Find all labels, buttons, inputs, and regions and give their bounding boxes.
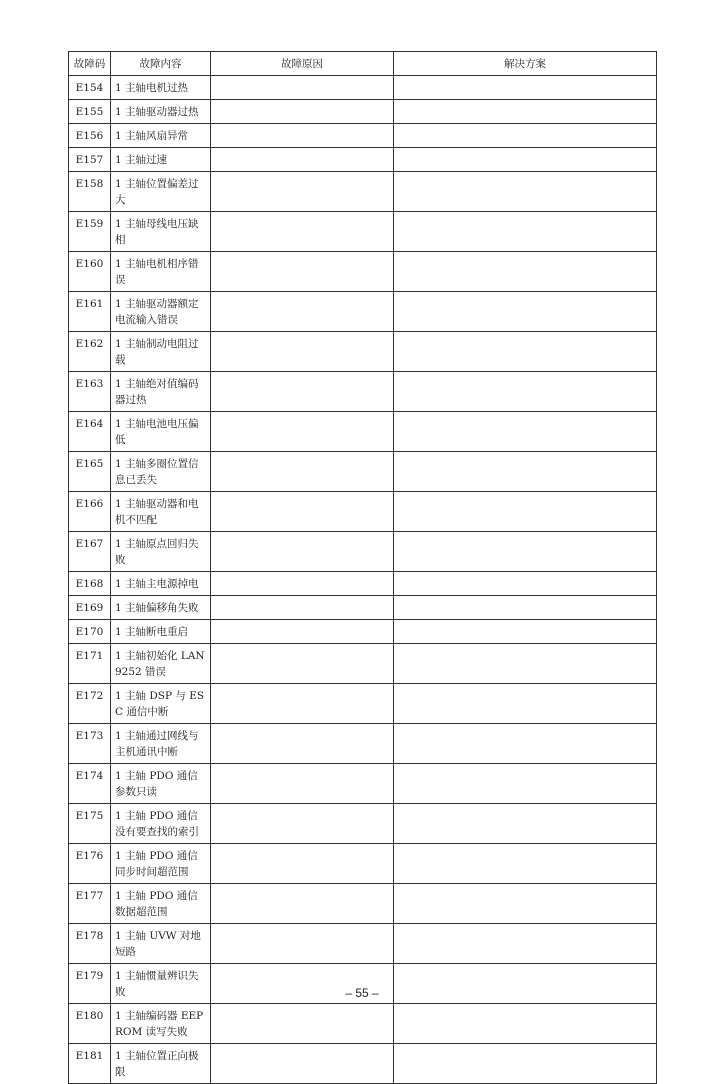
cell-solution <box>394 764 657 804</box>
cell-fault-cause <box>211 884 394 924</box>
table-row <box>69 620 657 644</box>
cell-fault-cause <box>211 148 394 172</box>
cell-fault-content: 1 主轴 PDO 通信同步时间超范围 <box>111 844 211 884</box>
fault-code-table-container <box>68 51 656 1084</box>
header-fault-content: 故障内容 <box>111 52 211 76</box>
cell-fault-content: 1 主轴主电源掉电 <box>111 572 211 596</box>
cell-solution <box>394 76 657 100</box>
cell-fault-cause <box>211 452 394 492</box>
cell-solution <box>394 596 657 620</box>
cell-fault-code: E154 <box>69 76 111 100</box>
table-row <box>69 684 657 724</box>
cell-fault-code: E180 <box>69 1004 111 1044</box>
table-row <box>69 1044 657 1084</box>
header-fault-code: 故障码 <box>69 52 111 76</box>
cell-fault-content: 1 主轴驱动器和电机不匹配 <box>111 492 211 532</box>
cell-fault-cause <box>211 724 394 764</box>
cell-fault-cause <box>211 620 394 644</box>
cell-fault-content: 1 主轴绝对值编码器过热 <box>111 372 211 412</box>
cell-fault-content: 1 主轴驱动器过热 <box>111 100 211 124</box>
cell-fault-code: E178 <box>69 924 111 964</box>
cell-fault-code: E158 <box>69 172 111 212</box>
cell-fault-code: E170 <box>69 620 111 644</box>
cell-fault-content: 1 主轴通过网线与主机通讯中断 <box>111 724 211 764</box>
cell-solution <box>394 620 657 644</box>
table-row <box>69 764 657 804</box>
table-row <box>69 412 657 452</box>
cell-solution <box>394 452 657 492</box>
cell-fault-code: E155 <box>69 100 111 124</box>
cell-solution <box>394 924 657 964</box>
cell-solution <box>394 172 657 212</box>
header-fault-cause: 故障原因 <box>211 52 394 76</box>
cell-fault-cause <box>211 172 394 212</box>
cell-fault-content: 1 主轴编码器 EEPROM 读写失败 <box>111 1004 211 1044</box>
page-number: – 55 – <box>345 986 379 1000</box>
cell-solution <box>394 572 657 596</box>
cell-fault-code: E177 <box>69 884 111 924</box>
table-row <box>69 252 657 292</box>
cell-fault-code: E163 <box>69 372 111 412</box>
cell-fault-code: E159 <box>69 212 111 252</box>
cell-fault-cause <box>211 76 394 100</box>
table-row <box>69 724 657 764</box>
cell-solution <box>394 684 657 724</box>
cell-solution <box>394 492 657 532</box>
cell-fault-content: 1 主轴 PDO 通信数据超范围 <box>111 884 211 924</box>
table-row <box>69 124 657 148</box>
cell-fault-cause <box>211 372 394 412</box>
cell-fault-content: 1 主轴初始化 LAN9252 错误 <box>111 644 211 684</box>
header-solution: 解决方案 <box>394 52 657 76</box>
cell-fault-content: 1 主轴电机过热 <box>111 76 211 100</box>
cell-fault-cause <box>211 252 394 292</box>
cell-fault-cause <box>211 844 394 884</box>
cell-fault-code: E175 <box>69 804 111 844</box>
table-row <box>69 844 657 884</box>
table-row <box>69 804 657 844</box>
cell-fault-content: 1 主轴电池电压偏低 <box>111 412 211 452</box>
cell-fault-cause <box>211 572 394 596</box>
cell-fault-cause <box>211 532 394 572</box>
cell-fault-code: E166 <box>69 492 111 532</box>
cell-fault-cause <box>211 804 394 844</box>
cell-solution <box>394 532 657 572</box>
cell-fault-code: E156 <box>69 124 111 148</box>
cell-fault-code: E162 <box>69 332 111 372</box>
cell-fault-code: E168 <box>69 572 111 596</box>
cell-solution <box>394 884 657 924</box>
cell-solution <box>394 252 657 292</box>
cell-solution <box>394 292 657 332</box>
cell-fault-content: 1 主轴 PDO 通信没有要查找的索引 <box>111 804 211 844</box>
cell-fault-cause <box>211 332 394 372</box>
cell-fault-content: 1 主轴位置正向极限 <box>111 1044 211 1084</box>
cell-fault-cause <box>211 124 394 148</box>
cell-fault-code: E174 <box>69 764 111 804</box>
cell-fault-content: 1 主轴风扇异常 <box>111 124 211 148</box>
table-row <box>69 148 657 172</box>
cell-fault-content: 1 主轴驱动器额定电流输入错误 <box>111 292 211 332</box>
cell-fault-content: 1 主轴制动电阻过载 <box>111 332 211 372</box>
cell-fault-cause <box>211 212 394 252</box>
cell-fault-cause <box>211 924 394 964</box>
cell-solution <box>394 372 657 412</box>
cell-fault-code: E172 <box>69 684 111 724</box>
table-row <box>69 884 657 924</box>
cell-fault-content: 1 主轴 DSP 与 ESC 通信中断 <box>111 684 211 724</box>
table-body <box>69 76 657 1084</box>
table-row <box>69 596 657 620</box>
cell-fault-content: 1 主轴惯量辨识失败 <box>111 964 211 1004</box>
cell-fault-cause <box>211 644 394 684</box>
table-row <box>69 572 657 596</box>
cell-fault-content: 1 主轴过速 <box>111 148 211 172</box>
cell-fault-content: 1 主轴母线电压缺相 <box>111 212 211 252</box>
cell-solution <box>394 212 657 252</box>
cell-fault-code: E173 <box>69 724 111 764</box>
cell-solution <box>394 804 657 844</box>
cell-solution <box>394 124 657 148</box>
cell-fault-content: 1 主轴位置偏差过大 <box>111 172 211 212</box>
cell-fault-cause <box>211 596 394 620</box>
cell-fault-content: 1 主轴 PDO 通信参数只读 <box>111 764 211 804</box>
cell-fault-code: E160 <box>69 252 111 292</box>
cell-fault-cause <box>211 684 394 724</box>
cell-fault-code: E164 <box>69 412 111 452</box>
cell-solution <box>394 412 657 452</box>
cell-fault-cause <box>211 292 394 332</box>
cell-solution <box>394 844 657 884</box>
table-row <box>69 100 657 124</box>
table-row <box>69 372 657 412</box>
table-row <box>69 532 657 572</box>
cell-fault-code: E167 <box>69 532 111 572</box>
table-row <box>69 172 657 212</box>
cell-fault-content: 1 主轴偏移角失败 <box>111 596 211 620</box>
cell-fault-code: E179 <box>69 964 111 1004</box>
cell-fault-code: E165 <box>69 452 111 492</box>
table-row <box>69 924 657 964</box>
cell-fault-cause <box>211 1044 394 1084</box>
table-row <box>69 452 657 492</box>
fault-code-table <box>68 51 657 1084</box>
table-row <box>69 492 657 532</box>
cell-fault-code: E157 <box>69 148 111 172</box>
cell-fault-content: 1 主轴原点回归失败 <box>111 532 211 572</box>
cell-fault-code: E171 <box>69 644 111 684</box>
cell-fault-code: E176 <box>69 844 111 884</box>
cell-fault-code: E169 <box>69 596 111 620</box>
cell-solution <box>394 332 657 372</box>
cell-fault-code: E161 <box>69 292 111 332</box>
table-row <box>69 332 657 372</box>
cell-solution <box>394 148 657 172</box>
cell-fault-content: 1 主轴电机相序错误 <box>111 252 211 292</box>
cell-fault-content: 1 主轴多圈位置信息已丢失 <box>111 452 211 492</box>
cell-fault-cause <box>211 492 394 532</box>
cell-fault-content: 1 主轴断电重启 <box>111 620 211 644</box>
cell-solution <box>394 1044 657 1084</box>
cell-fault-cause <box>211 764 394 804</box>
cell-solution <box>394 724 657 764</box>
cell-fault-cause <box>211 100 394 124</box>
cell-fault-cause <box>211 412 394 452</box>
cell-fault-content: 1 主轴 UVW 对地短路 <box>111 924 211 964</box>
cell-solution <box>394 644 657 684</box>
table-header-row <box>69 52 657 76</box>
cell-solution <box>394 100 657 124</box>
table-row <box>69 76 657 100</box>
cell-fault-code: E181 <box>69 1044 111 1084</box>
table-row <box>69 292 657 332</box>
table-row <box>69 644 657 684</box>
table-row <box>69 212 657 252</box>
